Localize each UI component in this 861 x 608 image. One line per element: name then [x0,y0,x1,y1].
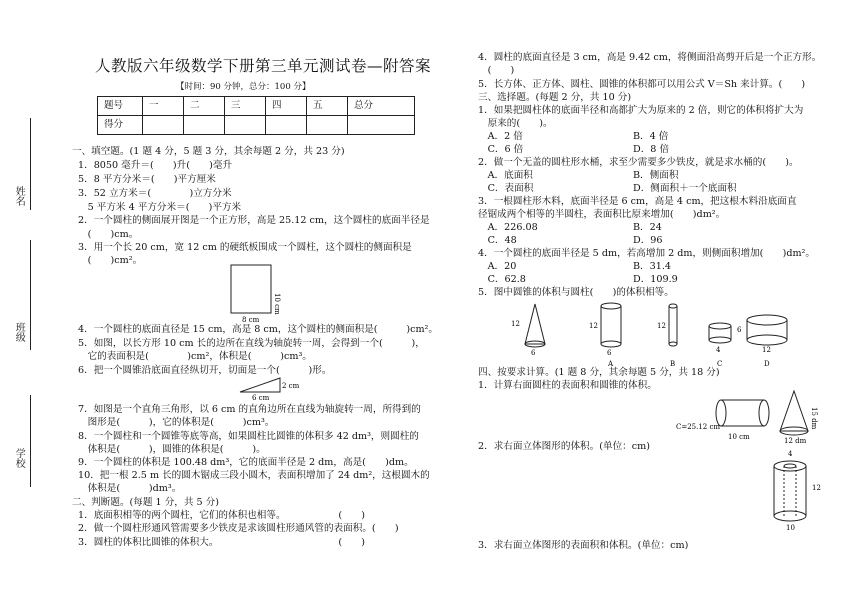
question-line: 4．圆柱的底面直径是 3 cm，高是 9.42 cm，将侧面沿高剪开后是一个正方形。 [478,52,822,63]
question-line: 1．底面积相等的两个圆柱，它们的体积也相等。 ( ) [78,510,366,521]
svg-text:12: 12 [511,320,520,328]
svg-text:6: 6 [737,326,742,334]
score-cell[interactable] [225,116,266,135]
question-line: 2．做一个圆柱形通风管需要多少铁皮是求该圆柱形通风管的表面积。( ) [78,523,399,534]
svg-text:6: 6 [531,349,536,357]
question-line: 3．52 立方米＝( )立方分米 [78,188,232,199]
option-d: D．109.9 [633,274,678,285]
question-line: 3．求右面立体图形的表面积和体积。(单位：cm) [478,540,689,551]
rectangle-figure [228,263,288,323]
cylinder-b [657,304,677,368]
question-line: 5．长方体、正方体、圆柱、圆锥的体积都可以用公式 V＝Sh 来计算。( ) [478,79,806,90]
svg-text:C: C [717,360,723,368]
option-b: B．侧面积 [633,170,679,181]
school-rule [30,395,31,487]
question-line: 4．一个圆柱的底面直径是 15 cm，高是 8 cm，这个圆柱的侧面积是( )cm²。 [78,324,438,335]
question-line: 5．8 平方分米＝( )平方厘米 [78,174,216,185]
question-line: ( )cm。 [78,229,139,240]
question-line: 1．如果把圆柱体的底面半径和高都扩大为原来的 2 倍，则它的体积将扩大为 [478,105,804,116]
score-row-label: 得分 [98,116,143,135]
school-label: 学校 [13,448,25,468]
option-c: C．62.8 [478,274,526,285]
svg-text:6 cm: 6 cm [252,394,270,402]
svg-text:12 dm: 12 dm [784,437,807,445]
calc2-figure [762,452,832,532]
question-line: 10．把一根 2.5 m 长的圆木锯成三段小圆木，表面积增加了 24 dm²，这根圆木的 [78,470,430,481]
cylinder-c [709,323,731,368]
choice-figures [505,300,795,368]
option-c: C．6 倍 [478,144,524,155]
score-header: 三 [225,97,266,116]
svg-text:B: B [670,360,676,368]
option-d: D．96 [633,235,663,246]
question-line: 体积是( )，圆锥的体积是( )。 [78,444,266,455]
question-line: 1．8050 毫升＝( )升( )毫升 [78,160,233,171]
question-line: 1．计算右面圆柱的表面积和圆锥的体积。 [478,380,657,391]
question-line: 2．做一个无盖的圆柱形水桶，求至少需要多少铁皮，就是求水桶的( )。 [478,157,799,168]
question-line: ( )cm²。 [78,255,143,266]
question-line: 5．如图，以长方形 10 cm 长的边所在直线为轴旋转一周，会得到一个( )， [78,338,425,349]
option-a: A．20 [478,261,517,272]
option-d: D．8 倍 [633,144,670,155]
question-line: 8．一个圆柱和一个圆锥等底等高，如果圆柱比圆锥的体积多 42 dm³，则圆柱的 [78,431,419,442]
section-heading: 二、判断题。(每题 1 分，共 5 分) [72,497,220,508]
svg-text:12: 12 [762,346,771,354]
score-header: 题号 [98,97,143,116]
option-b: B．24 [633,222,662,233]
name-rule [30,118,31,210]
question-line: 5．图中圆锥的体积与圆柱( )的体积相等。 [478,287,674,298]
svg-text:10 cm: 10 cm [728,433,750,441]
option-c: C．表面积 [478,183,534,194]
class-label: 班级 [13,322,25,342]
score-table [97,96,415,135]
option-b: B．4 倍 [633,131,669,142]
option-d: D．侧面积＋一个底面积 [633,183,737,194]
section-heading: 一、填空题。(1 题 4 分，5 题 3 分，其余每题 2 分，共 23 分) [72,146,345,157]
svg-text:15 dm: 15 dm [810,407,818,430]
svg-text:6: 6 [607,349,612,357]
svg-text:4: 4 [716,346,721,354]
cone-figure [511,304,545,357]
class-rule [30,240,31,350]
svg-text:12: 12 [812,484,821,492]
question-line: 2．一个圆柱的侧面展开图是一个正方形，高是 25.12 cm，这个圆柱的底面半径是 [78,215,430,226]
question-line: 2．求右面立体图形的体积。(单位：cm) [478,441,650,452]
calc1-figure [676,385,826,447]
score-cell[interactable] [266,116,307,135]
question-line: 原来的( )。 [478,118,553,129]
score-header: 五 [307,97,348,116]
section-heading: 三、选择题。(每题 2 分，共 10 分) [478,92,632,103]
cylinder-a [589,303,621,368]
score-cell[interactable] [307,116,348,135]
question-line: 3．用一个长 20 cm，宽 12 cm 的硬纸板围成一个圆柱，这个圆柱的侧面积是 [78,242,412,253]
question-line: 6．把一个圆锥沿底面直径纵切开，切面是一个( )形。 [78,365,332,376]
question-line: 它的表面积是( )cm²，体积是( )cm³。 [78,351,312,362]
option-c: C．48 [478,235,517,246]
score-cell[interactable] [143,116,184,135]
question-line: 径锯成两个相等的半圆柱，表面积比原来增加( )dm²。 [478,209,726,220]
option-a: A．底面积 [478,170,533,181]
svg-text:4: 4 [788,450,793,458]
option-b: B．31.4 [633,261,672,272]
score-cell[interactable] [348,116,415,135]
svg-text:2 cm: 2 cm [282,382,300,390]
page-title: 人教版六年级数学下册第三单元测试卷—附答案 [95,57,432,75]
svg-text:A: A [608,360,614,368]
question-line: 5 平方米 4 平方分米＝( )平方米 [78,202,242,213]
option-a: A．2 倍 [478,131,523,142]
question-line: 图形是( )，它的体积是( )cm³。 [78,417,275,428]
score-header: 四 [266,97,307,116]
svg-text:12: 12 [589,322,598,330]
question-line: 9．一个圆柱的体积是 100.48 dm³，它的底面半径是 2 dm，高是( )dm。 [78,457,414,468]
question-line: 3．圆柱的体积比圆锥的体积大。 ( ) [78,537,366,548]
section-heading: 四、按要求计算。(1 题 8 分，其余每题 5 分，共 18 分) [478,367,720,378]
question-line: 3．一根圆柱形木料，底面半径是 6 cm，高是 4 cm，把这根木料沿底面直 [478,196,797,207]
svg-text:D: D [764,360,770,368]
svg-text:10 cm: 10 cm [273,293,281,315]
option-a: A．226.08 [478,222,538,233]
name-label: 姓名 [13,186,25,206]
svg-text:12: 12 [657,322,666,330]
question-line: 4．一个圆柱的底面半径是 5 dm，若高增加 2 dm，则侧面积增加( )dm²。 [478,248,815,259]
triangle-figure [238,374,298,402]
score-header: 一 [143,97,184,116]
score-header: 总分 [348,97,415,116]
question-line: ( ) [478,65,515,76]
score-header: 二 [184,97,225,116]
cylinder-d [737,315,787,368]
svg-text:C=25.12 cm: C=25.12 cm [676,423,721,431]
svg-text:10: 10 [786,524,795,532]
exam-info: 【时间：90 分钟，总分：100 分】 [176,82,311,92]
score-cell[interactable] [184,116,225,135]
question-line: 7．如图是一个直角三角形，以 6 cm 的直角边所在直线为轴旋转一周，所得到的 [78,404,421,415]
question-line: 体积是( )dm³。 [78,483,182,494]
svg-text:8 cm: 8 cm [242,316,260,324]
